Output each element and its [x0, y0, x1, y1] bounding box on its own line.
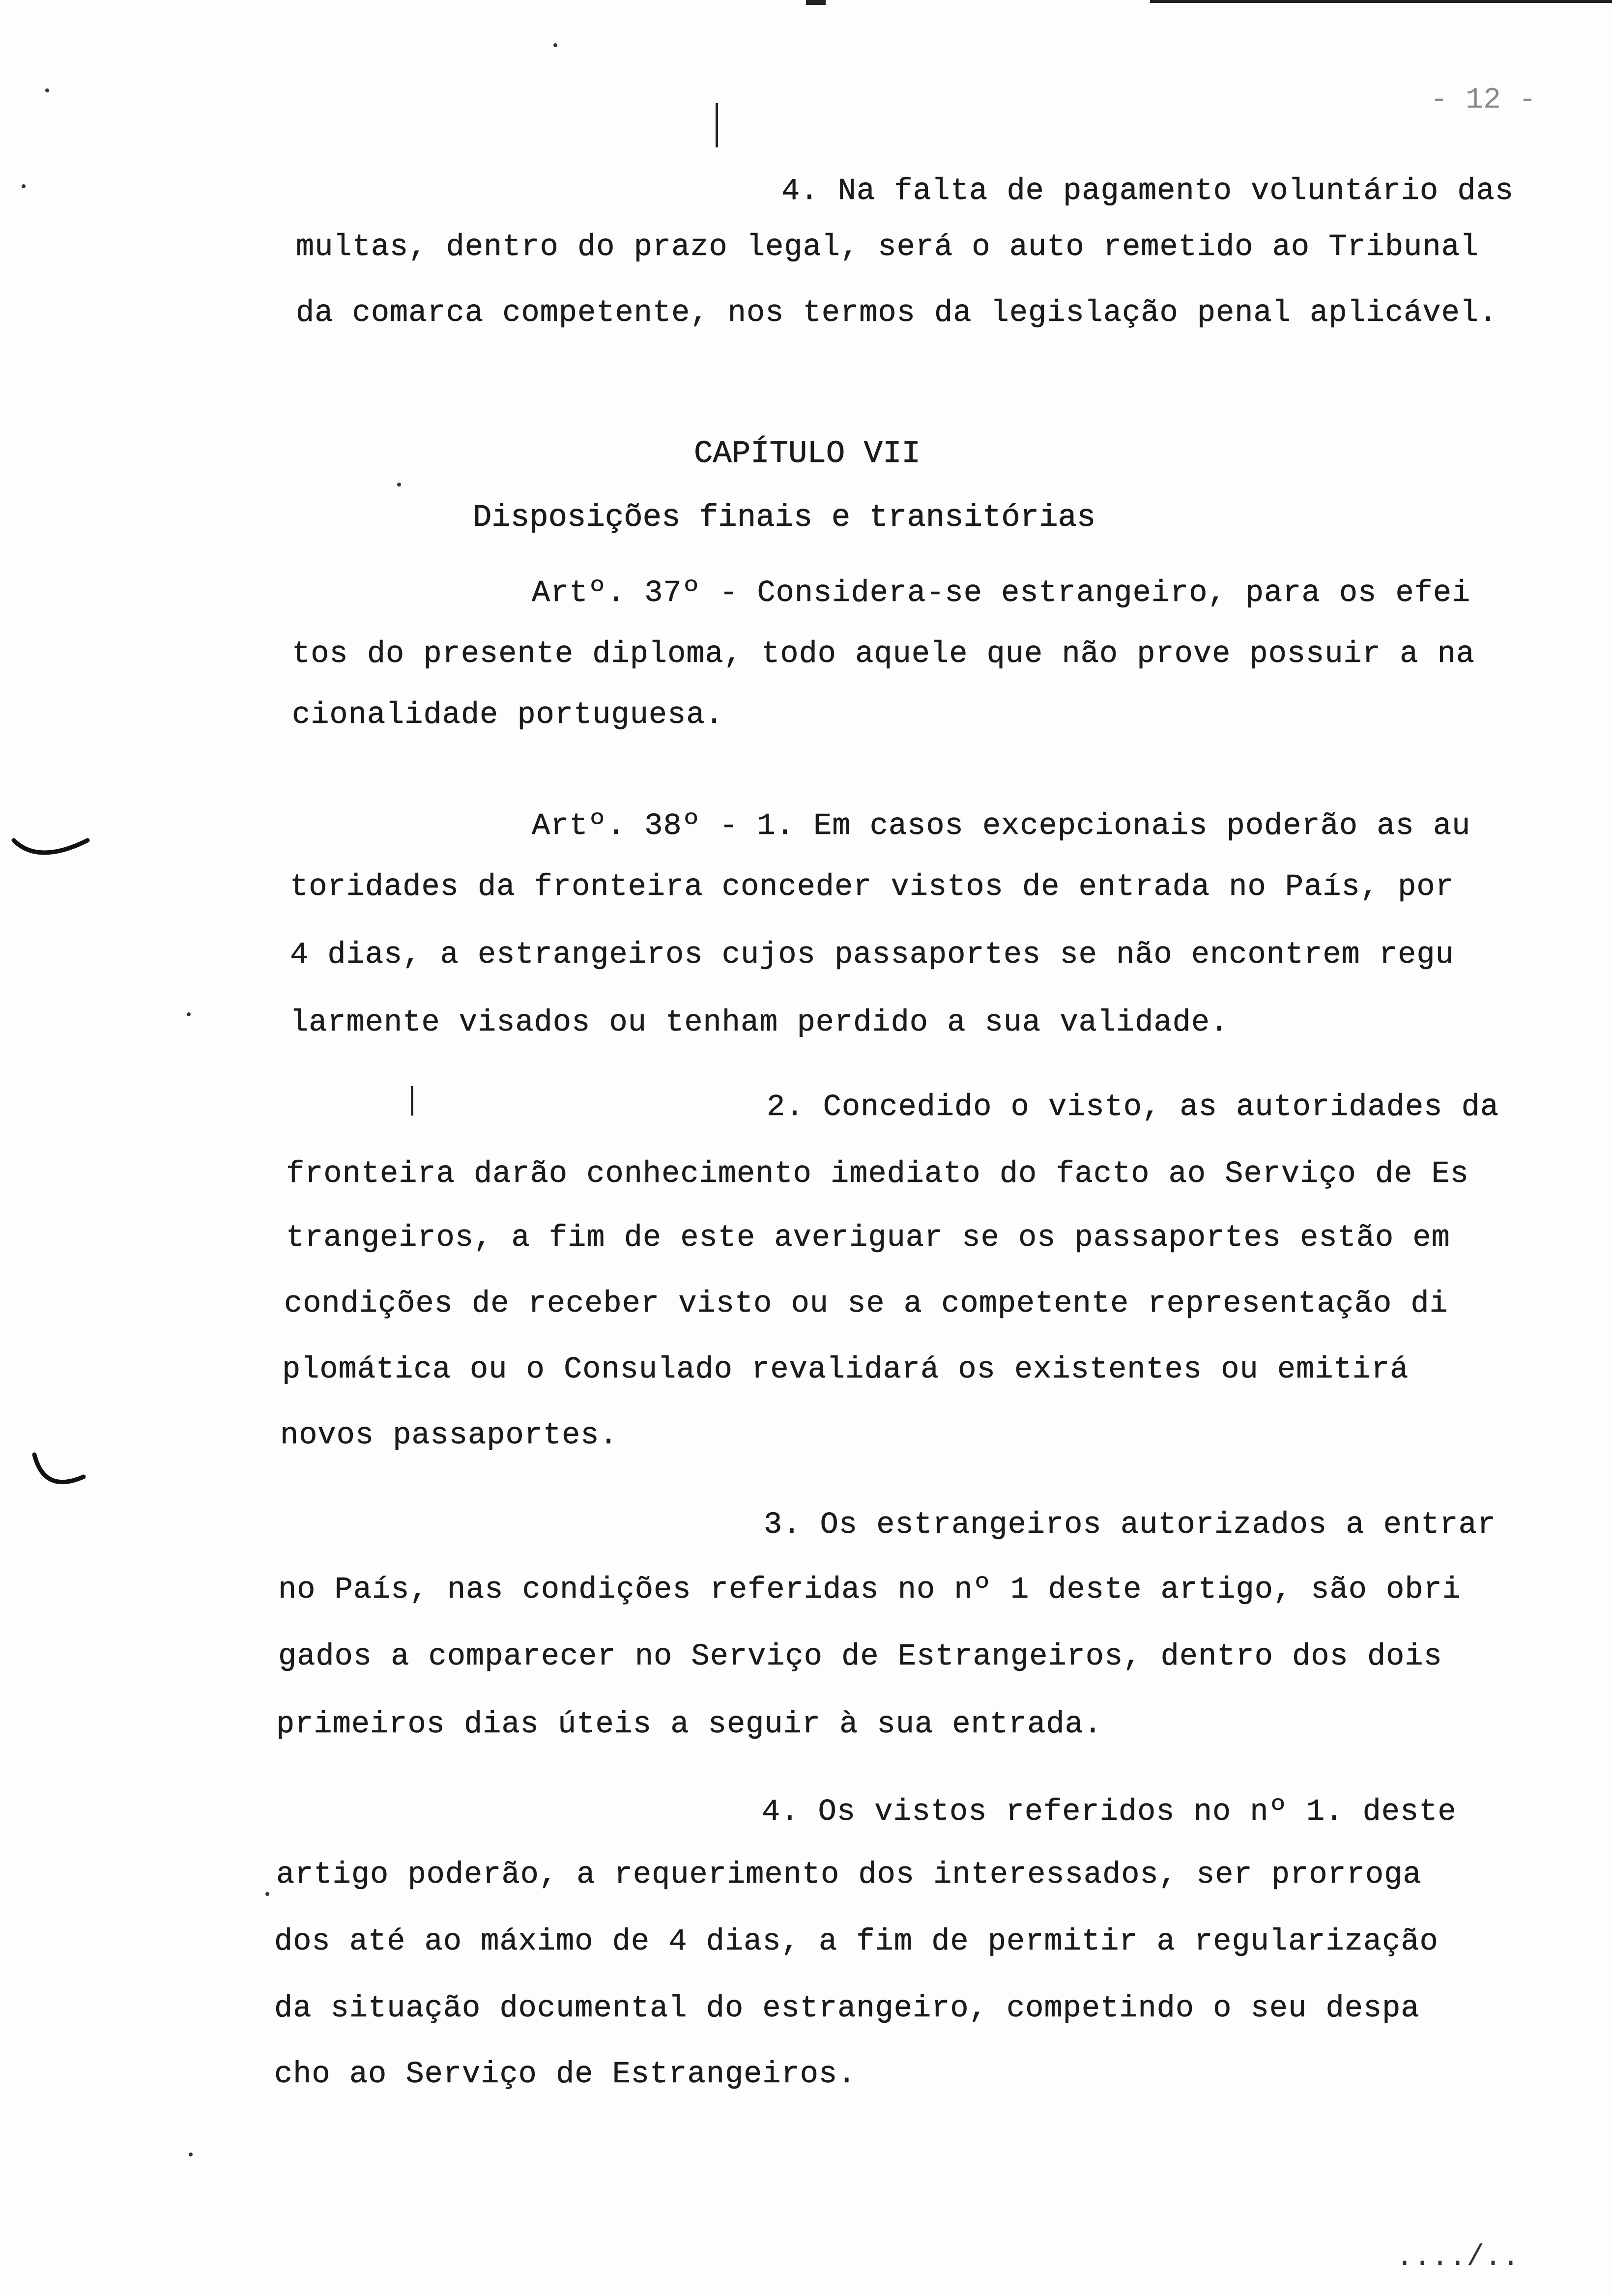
scan-dot: [22, 184, 26, 188]
article-38-p2-line: 2. Concedido o visto, as autoridades da: [767, 1090, 1499, 1124]
article-38-p4-line: artigo poderão, a requerimento dos interessados, ser prorroga: [276, 1857, 1422, 1892]
article-38-p1-line: Artº. 38º - 1. Em casos excepcionais poderão as au: [532, 808, 1471, 843]
scan-dot: [553, 43, 557, 47]
article-38-p2-line: trangeiros, a fim de este averiguar se os passaportes estão em: [286, 1220, 1450, 1255]
chapter-subtitle: Disposições finais e transitórias: [473, 500, 1096, 536]
fines-paragraph-line: 4. Na falta de pagamento voluntário das: [781, 173, 1514, 208]
scan-mark: [411, 1086, 413, 1116]
article-38-p2-line: fronteira darão conhecimento imediato do facto ao Serviço de Es: [286, 1156, 1469, 1191]
scan-edge-mark: [806, 0, 826, 5]
continuation-mark: ..../..: [1396, 2241, 1520, 2274]
article-38-p1-line: larmente visados ou tenham perdido a sua validade.: [290, 1005, 1229, 1040]
scan-edge-bar: [1150, 0, 1612, 3]
binding-hole-arc: [29, 1450, 88, 1499]
article-38-p4-line: 4. Os vistos referidos no nº 1. deste: [762, 1794, 1457, 1829]
article-37-line: tos do presente diploma, todo aquele que não prove possuir a na: [292, 636, 1475, 671]
article-38-p1-line: 4 dias, a estrangeiros cujos passaportes se não encontrem regu: [290, 937, 1454, 972]
article-38-p3-line: gados a comparecer no Serviço de Estrangeiros, dentro dos dois: [278, 1639, 1442, 1674]
scan-dot: [189, 2152, 193, 2156]
fines-paragraph-line: multas, dentro do prazo legal, será o auto remetido ao Tribunal: [296, 230, 1479, 264]
page-number: - 12 -: [1430, 84, 1537, 117]
scan-dot: [397, 483, 401, 487]
article-38-p4-line: da situação documental do estrangeiro, competindo o seu despa: [274, 1991, 1420, 2026]
article-37-line: cionalidade portuguesa.: [292, 697, 724, 732]
scan-dot: [45, 88, 49, 92]
article-38-p4-line: cho ao Serviço de Estrangeiros.: [274, 2057, 857, 2092]
article-37-line: Artº. 37º - Considera-se estrangeiro, para os efei: [532, 575, 1471, 610]
fines-paragraph-line: da comarca competente, nos termos da legislação penal aplicável.: [296, 295, 1498, 330]
article-38-p2-line: novos passaportes.: [280, 1418, 618, 1453]
scan-dot: [265, 1892, 269, 1896]
article-38-p1-line: toridades da fronteira conceder vistos de entrada no País, por: [290, 869, 1454, 904]
article-38-p4-line: dos até ao máximo de 4 dias, a fim de permitir a regularização: [274, 1924, 1439, 1959]
article-38-p2-line: condições de receber visto ou se a competente representação di: [284, 1286, 1448, 1321]
article-38-p3-line: no País, nas condições referidas no nº 1 deste artigo, são obri: [278, 1572, 1461, 1607]
article-38-p3-line: primeiros dias úteis a seguir à sua entrada.: [276, 1707, 1103, 1742]
binding-hole-arc: [9, 831, 92, 875]
article-38-p2-line: plomática ou o Consulado revalidará os existentes ou emitirá: [282, 1352, 1409, 1387]
article-38-p3-line: 3. Os estrangeiros autorizados a entrar: [764, 1507, 1497, 1542]
scan-mark: [716, 103, 718, 147]
scan-dot: [187, 1012, 191, 1016]
chapter-title: CAPÍTULO VII: [694, 436, 921, 472]
